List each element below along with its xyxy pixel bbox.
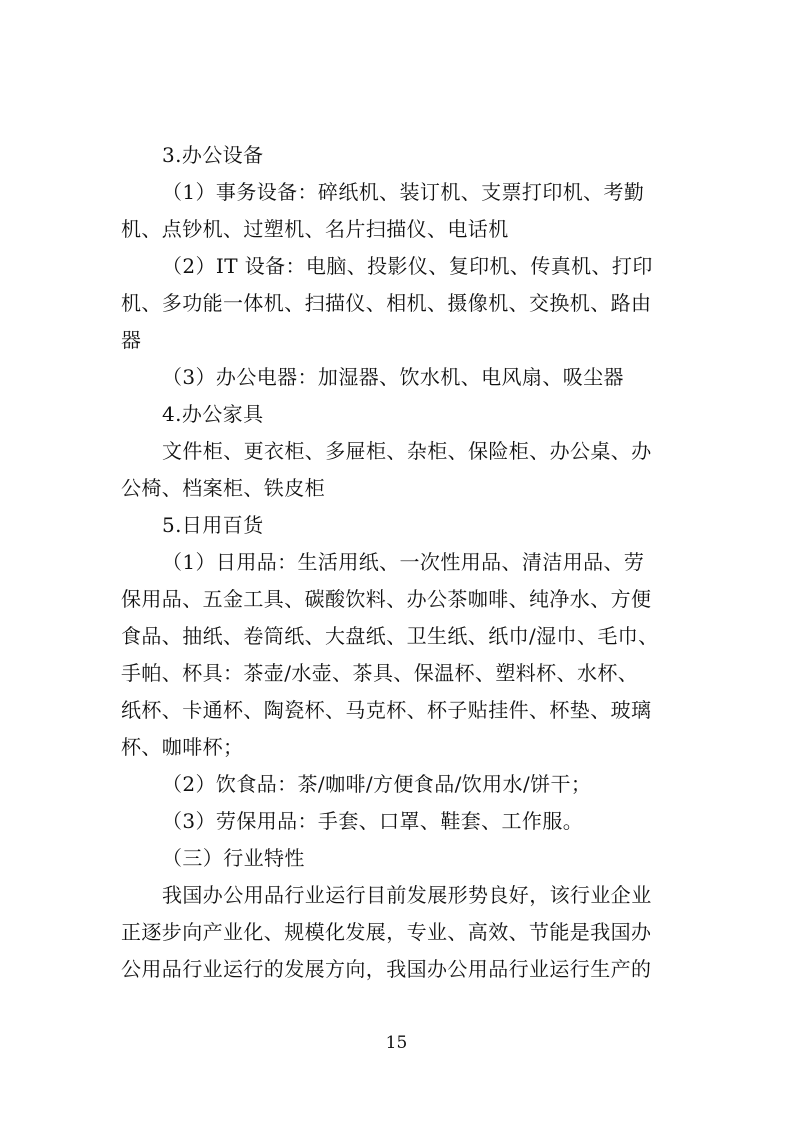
paragraph-line: （1）事务设备：碎纸机、装订机、支票打印机、考勤	[162, 180, 645, 204]
paragraph-line: （2）饮食品：茶/咖啡/方便食品/饮用水/饼干；	[162, 772, 592, 796]
paragraph-line: 机、多功能一体机、扫描仪、相机、摄像机、交换机、路由	[121, 291, 652, 315]
heading-office-equipment: 3.办公设备	[162, 143, 264, 167]
paragraph-line: 器	[121, 328, 142, 352]
paragraph-line: 公椅、档案柜、铁皮柜	[121, 476, 325, 500]
paragraph-line: 正逐步向产业化、规模化发展，专业、高效、节能是我国办	[121, 920, 652, 944]
paragraph-line: 我国办公用品行业运行目前发展形势良好，该行业企业	[162, 883, 652, 907]
paragraph-line: 公用品行业运行的发展方向，我国办公用品行业运行生产的	[121, 957, 652, 981]
paragraph-line: 杯、咖啡杯；	[121, 735, 244, 759]
heading-office-furniture: 4.办公家具	[162, 402, 264, 426]
heading-daily-goods: 5.日用百货	[162, 513, 264, 537]
paragraph-line: （3）办公电器：加湿器、饮水机、电风扇、吸尘器	[162, 365, 624, 389]
paragraph-line: 保用品、五金工具、碳酸饮料、办公茶咖啡、纯净水、方便	[121, 587, 652, 611]
paragraph-line: 手帕、杯具：茶壶/水壶、茶具、保温杯、塑料杯、水杯、	[121, 661, 639, 685]
paragraph-line: （3）劳保用品：手套、口罩、鞋套、工作服。	[162, 809, 584, 833]
page-number: 15	[385, 1033, 408, 1053]
heading-industry-characteristics: （三）行业特性	[162, 846, 305, 870]
paragraph-line: 文件柜、更衣柜、多屉柜、杂柜、保险柜、办公桌、办	[162, 439, 652, 463]
body-text	[121, 137, 677, 988]
paragraph-line: 纸杯、卡通杯、陶瓷杯、马克杯、杯子贴挂件、杯垫、玻璃	[121, 698, 652, 722]
paragraph-line: （1）日用品：生活用纸、一次性用品、清洁用品、劳	[162, 550, 645, 574]
paragraph-line: 食品、抽纸、卷筒纸、大盘纸、卫生纸、纸巾/湿巾、毛巾、	[121, 624, 659, 648]
paragraph-line: 机、点钞机、过塑机、名片扫描仪、电话机	[121, 217, 509, 241]
paragraph-line: （2）IT 设备：电脑、投影仪、复印机、传真机、打印	[162, 254, 653, 278]
